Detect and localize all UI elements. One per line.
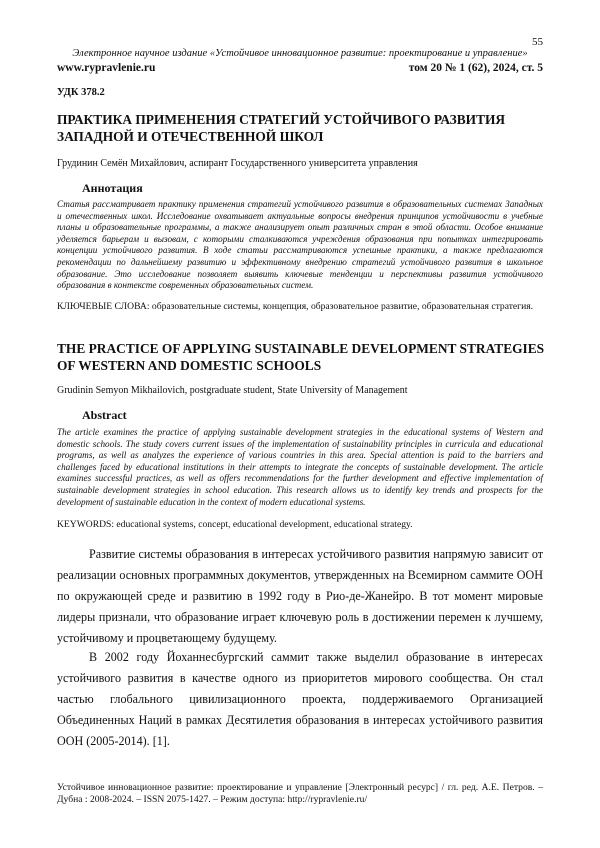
en-abstract-heading: Abstract: [82, 408, 127, 422]
en-title: THE PRACTICE OF APPLYING SUSTAINABLE DEVELOPMENT STRATEGIES OF WESTERN AND DOMESTIC SCHOOLS: [57, 341, 545, 373]
ru-abstract: Статья рассматривает практику применения стратегий устойчивого развития в образовательных системах Западных и отечественных школ. Исследование охватывает актуальные вопросы внедрения принципов устойчивости в учебные планы и образовательные программы, а также анализирует опыт различных стран в этой области. Особое внимание уделяется барьерам и вызовам, с которыми сталкиваются учреждения образования при попытках интегрировать концепции устойчивого развития. В ходе статьи рассматриваются успешные практики, а также предлагаются рекомендации по дальнейшему развитию и эффективному внедрению стратегий устойчивого развития в школьное образование. Это исследование позволяет выявить ключевые тенденции и перспективы развития устойчивого образования в контексте современных образовательных систем.: [57, 199, 543, 291]
ru-author: Грудинин Семён Михайлович, аспирант Государственного университета управления: [57, 158, 418, 169]
journal-running-header: Электронное научное издание «Устойчивое инновационное развитие: проектирование и управление»: [72, 48, 528, 59]
page-footer-citation: Устойчивое инновационное развитие: проектирование и управление [Электронный ресурс] / гл. ред. А.Е. Петров. – Дубна : 2008-2024. – ISSN 2075-1427. – Режим доступа: http://rypravlenie.ru/: [57, 782, 543, 805]
en-keywords: KEYWORDS: educational systems, concept, educational development, educational strategy.: [57, 519, 413, 530]
body-paragraph: Развитие системы образования в интересах устойчивого развития напрямую зависит от реализации основных программных документов, утвержденных на Всемирном саммите ООН по окружающей среде и развитию в 1992 году в Рио-де-Жанейро. В тот момент мировые лидеры признали, что образование играет ключевую роль в достижении перемен к лучшему, устойчивому и процветающему будущему.: [57, 547, 543, 645]
en-abstract: The article examines the practice of applying sustainable development strategies in the educational systems of Western and domestic schools. The study covers current issues of the implementation of sustainability principles in curricula and educational programs, as well as analyzes the experience of various countries in this area. Special attention is paid to the barriers and challenges faced by educational institutions in their attempts to integrate the concepts of sustainable development. The article examines successful practices, as well as offers recommendations for the further development and effective implementation of sustainable development strategies in school education. This research allows us to identify key trends and prospects for the development of sustainable education in the context of modern educational systems.: [57, 427, 543, 507]
body-paragraph: В 2002 году Йоханнесбургский саммит также выделил образование в интересах устойчивого развития в качестве одного из приоритетов мирового сообщества. Он стал частью глобального цивилизационного проекта, поддерживаемого Организацией Объединенных Наций в рамках Десятилетия образования в интересах устойчивого развития ООН (2005-2014). [1].: [57, 650, 543, 748]
ru-keywords: КЛЮЧЕВЫЕ СЛОВА: образовательные системы, концепция, образовательное развитие, образовательная стратегия.: [57, 301, 534, 312]
ru-abstract-heading: Аннотация: [82, 181, 143, 195]
page-number: 55: [532, 36, 543, 48]
en-author: Grudinin Semyon Mikhailovich, postgraduate student, State University of Management: [57, 385, 408, 396]
udk-code: УДК 378.2: [57, 87, 105, 98]
issue-info: том 20 № 1 (62), 2024, ст. 5: [408, 62, 543, 74]
ru-title: ПРАКТИКА ПРИМЕНЕНИЯ СТРАТЕГИЙ УСТОЙЧИВОГО РАЗВИТИЯ ЗАПАДНОЙ И ОТЕЧЕСТВЕННОЙ ШКОЛ: [57, 112, 506, 144]
journal-website: www.rypravlenie.ru: [57, 62, 156, 74]
